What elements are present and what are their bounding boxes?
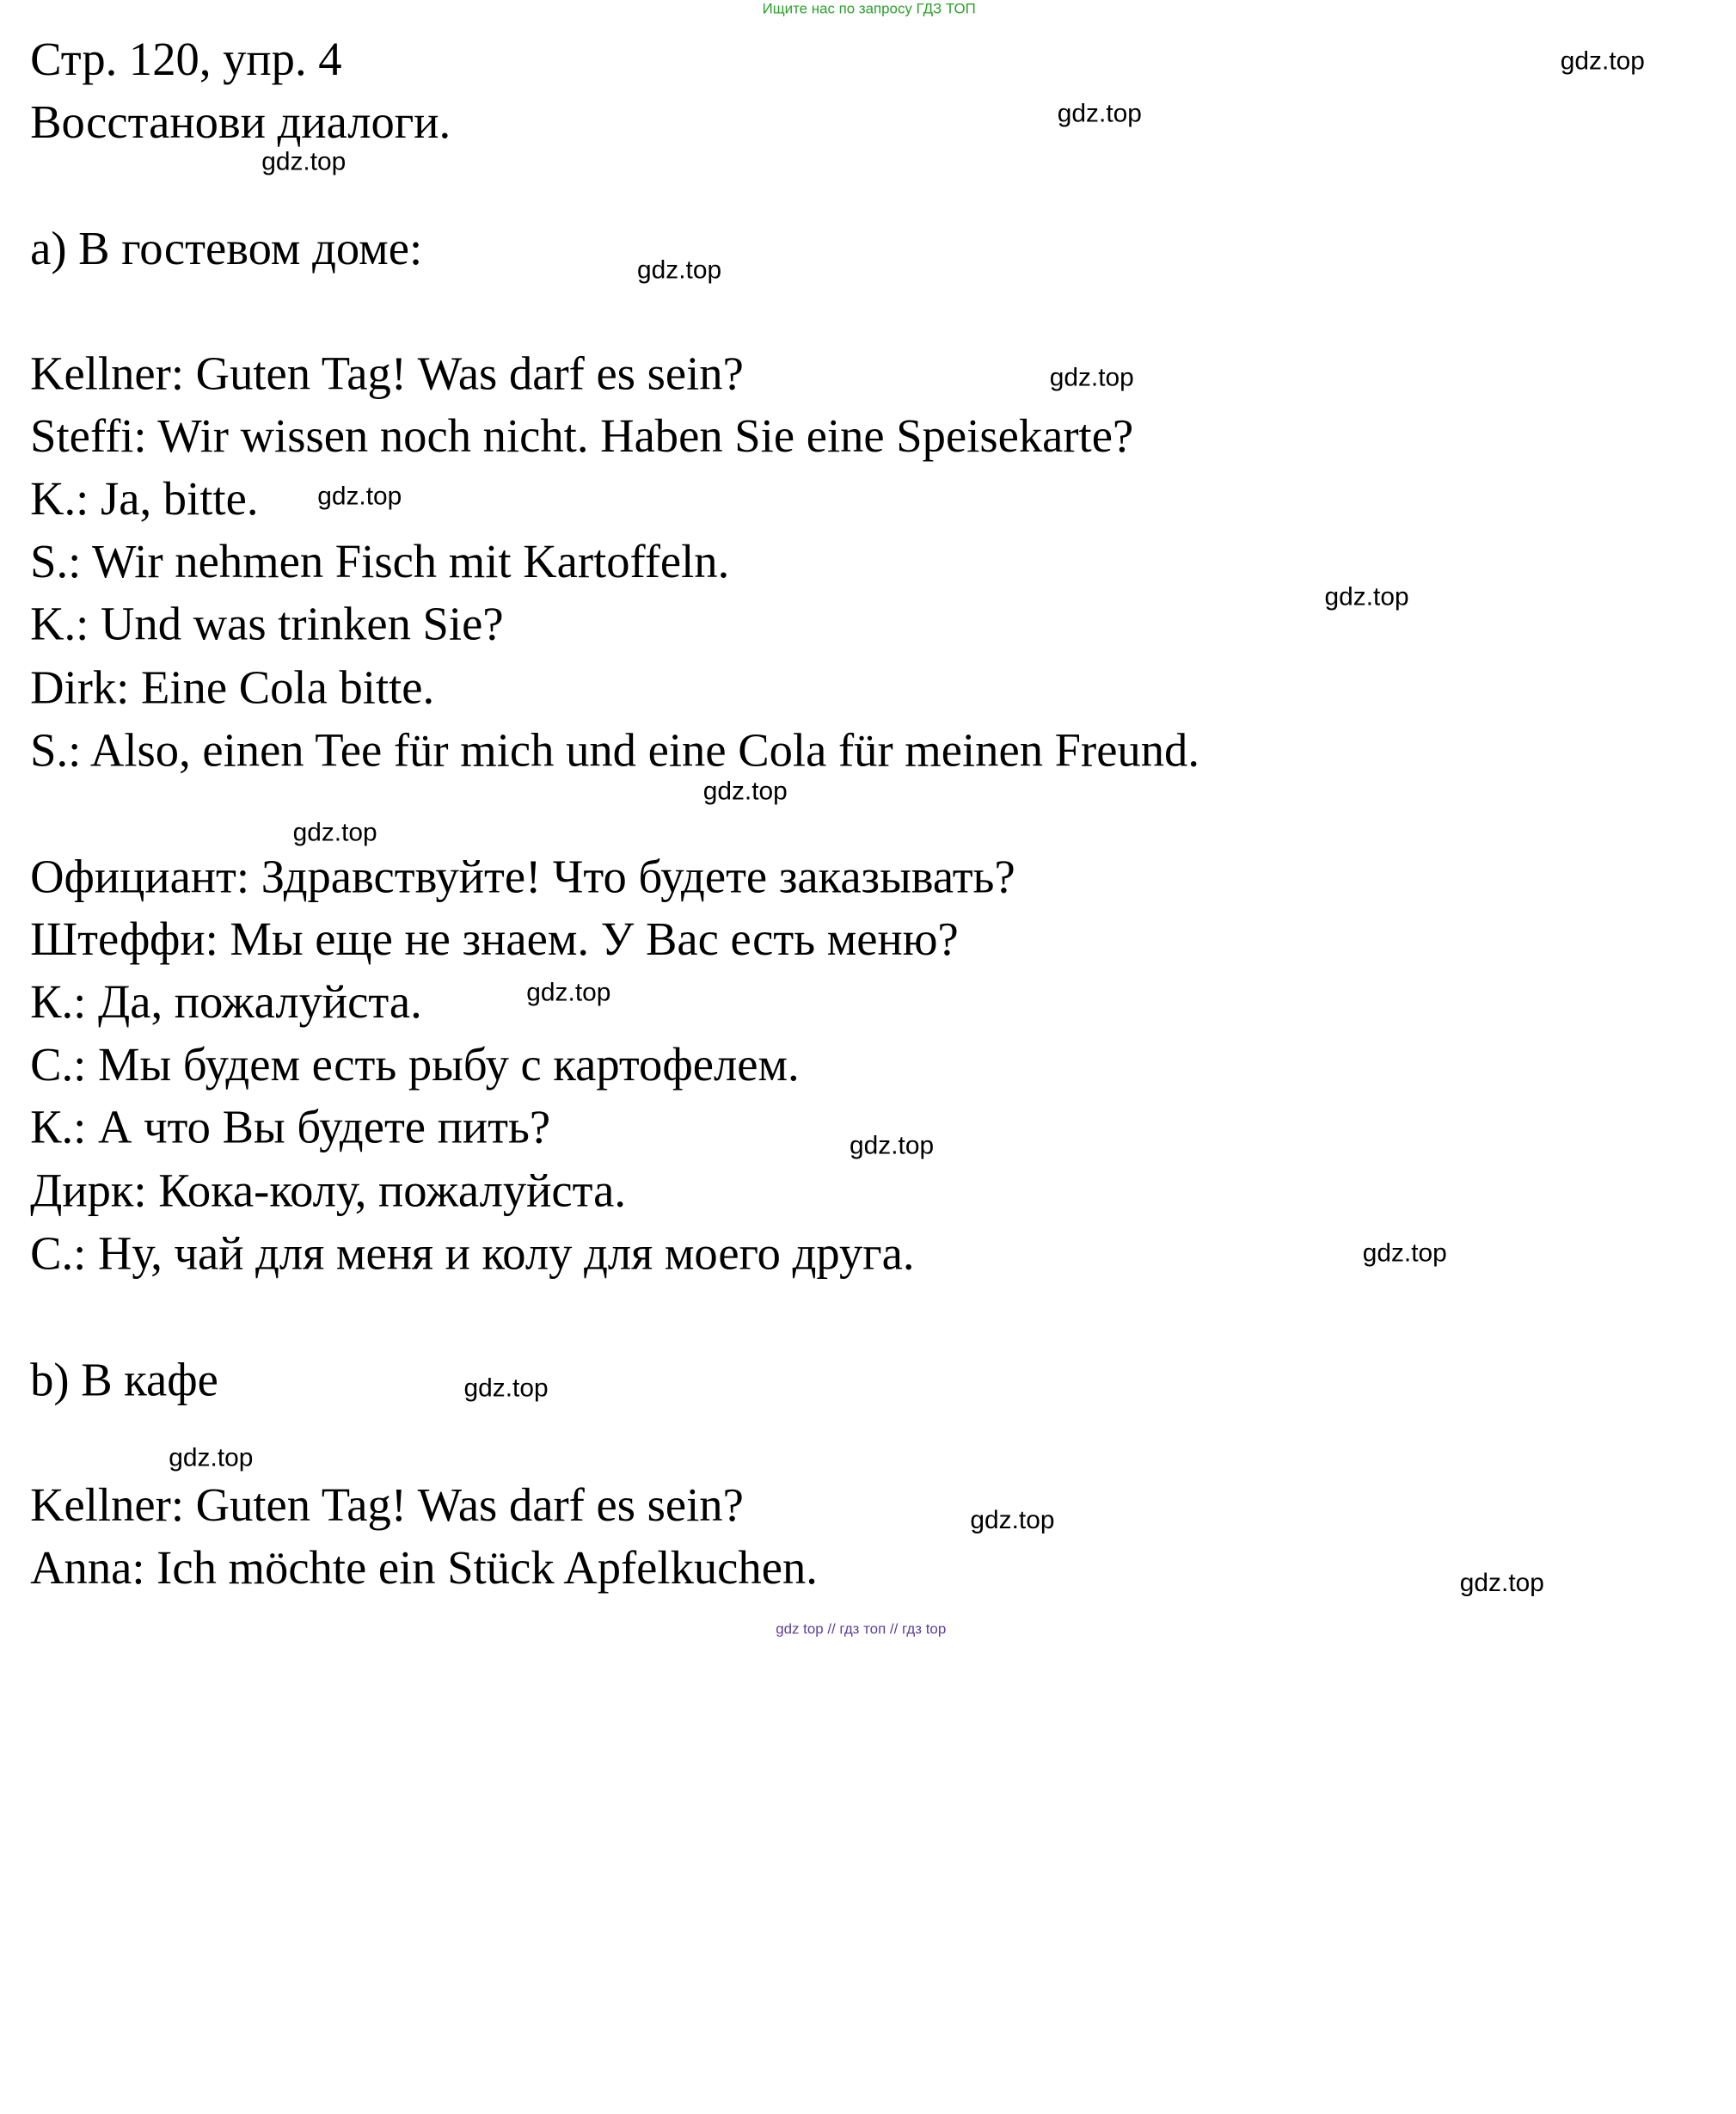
- translation-line: С.: Ну, чай для меня и колу для моего друга.: [30, 1228, 915, 1281]
- watermark: gdz.top: [1560, 46, 1645, 76]
- dialogue-line: Kellner: Guten Tag! Was darf es sein?: [30, 1480, 744, 1532]
- translation-line: Официант: Здравствуйте! Что будете заказывать?: [30, 851, 1015, 904]
- site-banner: Ищите нас по запросу ГДЗ ТОП: [762, 0, 976, 17]
- dialogue-line: S.: Also, einen Tee für mich und eine Cola für meinen Freund.: [30, 725, 1199, 777]
- section-a-title: a) В гостевом доме:: [30, 224, 423, 275]
- dialogue-line: Dirk: Eine Cola bitte.: [30, 662, 435, 715]
- footer-watermark: gdz top // гдз топ // гдз top: [776, 1619, 947, 1638]
- translation-line: К.: Да, пожалуйста.: [30, 977, 422, 1029]
- dialogue-line: Kellner: Guten Tag! Was darf es sein?: [30, 348, 744, 401]
- watermark: gdz.top: [637, 255, 722, 285]
- dialogue-line: Anna: Ich möchte ein Stück Apfelkuchen.: [30, 1542, 818, 1595]
- watermark: gdz.top: [463, 1373, 549, 1403]
- watermark: gdz.top: [849, 1130, 935, 1160]
- watermark: gdz.top: [317, 481, 402, 510]
- translation-line: К.: А что Вы будете пить?: [30, 1102, 551, 1154]
- dialogue-line: K.: Ja, bitte.: [30, 474, 259, 525]
- watermark: gdz.top: [526, 977, 611, 1006]
- watermark: gdz.top: [261, 146, 347, 176]
- watermark: gdz.top: [702, 776, 788, 805]
- watermark: gdz.top: [1057, 98, 1142, 128]
- dialogue-line: K.: Und was trinken Sie?: [30, 599, 504, 651]
- watermark: gdz.top: [292, 817, 377, 847]
- exercise-title: Стр. 120, упр. 4: [30, 34, 342, 87]
- watermark: gdz.top: [970, 1504, 1055, 1534]
- section-b-title: b) В кафе: [30, 1355, 218, 1407]
- exercise-instruction: Восстанови диалоги.: [30, 97, 451, 149]
- dialogue-line: S.: Wir nehmen Fisch mit Kartoffeln.: [30, 537, 730, 588]
- watermark: gdz.top: [1362, 1238, 1447, 1267]
- translation-line: Штеффи: Мы еще не знаем. У Вас есть меню?: [30, 914, 959, 967]
- watermark: gdz.top: [169, 1441, 254, 1472]
- translation-line: Дирк: Кока-колу, пожалуйста.: [30, 1165, 627, 1218]
- watermark: gdz.top: [1324, 581, 1409, 611]
- watermark: gdz.top: [1049, 362, 1134, 391]
- translation-line: С.: Мы будем есть рыбу с картофелем.: [30, 1040, 800, 1091]
- dialogue-line: Steffi: Wir wissen noch nicht. Haben Sie eine Speisekarte?: [30, 411, 1134, 464]
- watermark: gdz.top: [1459, 1567, 1544, 1597]
